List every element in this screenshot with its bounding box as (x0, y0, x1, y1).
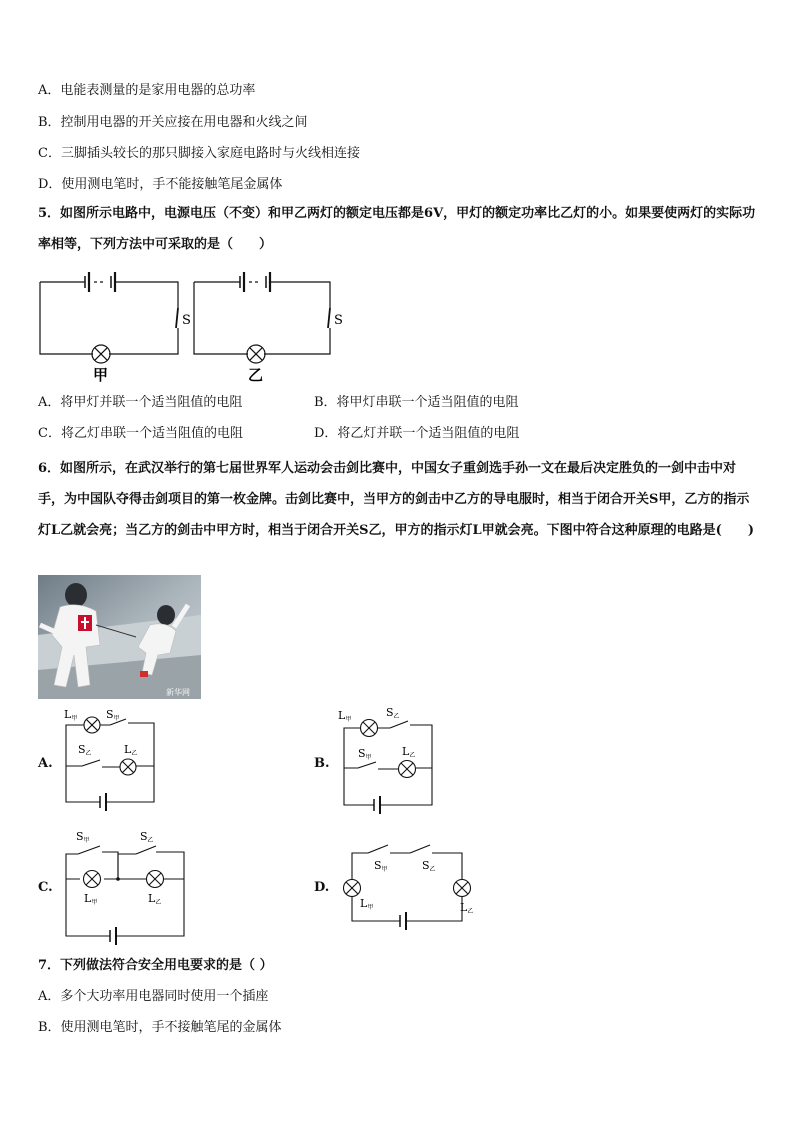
fencing-photo (38, 575, 201, 699)
q6-circuit-d (336, 835, 476, 935)
q5-stem: 5．如图所示电路中，电源电压（不变）和甲乙两灯的额定电压都是6V，甲灯的额定功率比乙灯的小。如果要使两灯的实际功率相等，下列方法中可采取的是（ ） (38, 206, 756, 252)
q4-option-a: A．电能表测量的是家用电器的总功率 (38, 83, 256, 98)
ca-s-jia: S甲 (106, 708, 120, 722)
q5-circuit-yi (194, 272, 330, 363)
q6-circuit-b (336, 705, 446, 815)
q5-lamp-label-yi: 乙 (248, 366, 264, 384)
q5-switch-label-yi: S (334, 313, 343, 328)
q6-option-d-letter: D. (314, 880, 330, 895)
photo-caption: 新华网 (166, 688, 190, 697)
q4-option-c: C．三脚插头较长的那只脚接入家庭电路时与火线相连接 (38, 146, 360, 161)
cc-l-yi: L乙 (148, 892, 162, 906)
cb-s-yi: S乙 (386, 706, 400, 720)
q5-switch-label-jia: S (182, 313, 191, 328)
q5-circuit-jia (40, 272, 178, 363)
q6-stem: 6．如图所示，在武汉举行的第七届世界军人运动会击剑比赛中，中国女子重剑选手孙一文在最后决定胜负的一剑中击中对手，为中国队夺得击剑项目的第一枚金牌。击剑比赛中，当甲方的剑击中乙方的导电服时，相当于闭合开关S甲，乙方的指示灯L乙就会亮；当乙方的剑击中甲方时，相当于闭合开关S乙，甲方的指示灯L甲就会亮。下图中符合这种原理的电路是( ) (38, 461, 754, 538)
cc-s-yi: S乙 (140, 830, 154, 844)
q6-circuit-a (60, 705, 170, 815)
q5-lamp-label-jia: 甲 (93, 366, 109, 384)
q5-option-b: B．将甲灯串联一个适当阻值的电阻 (314, 395, 519, 410)
q5-option-a: A．将甲灯并联一个适当阻值的电阻 (38, 395, 243, 410)
cb-s-jia: S甲 (358, 747, 372, 761)
cd-s-yi: S乙 (422, 859, 436, 873)
q7-option-a: A．多个大功率用电器同时使用一个插座 (38, 989, 269, 1004)
q4-option-d: D．使用测电笔时，手不能接触笔尾金属体 (38, 177, 283, 192)
q6-option-a-letter: A. (38, 756, 53, 771)
q6-circuit-c (60, 826, 190, 946)
cd-l-yi: L乙 (460, 901, 474, 915)
ca-s-yi: S乙 (78, 743, 92, 757)
cc-s-jia: S甲 (76, 830, 90, 844)
q6-option-c-letter: C. (38, 880, 53, 895)
fencing-illustration (38, 575, 201, 699)
q5-option-d: D．将乙灯并联一个适当阻值的电阻 (314, 426, 520, 441)
q5-figure (30, 268, 343, 386)
cb-l-yi: L乙 (402, 745, 416, 759)
q4-option-b: B．控制用电器的开关应接在用电器和火线之间 (38, 115, 308, 130)
q7-stem: 7．下列做法符合安全用电要求的是（ ） (38, 958, 273, 973)
cb-l-jia: L甲 (338, 709, 352, 723)
ca-l-jia: L甲 (64, 708, 78, 722)
ca-l-yi: L乙 (124, 743, 138, 757)
q7-option-b: B．使用测电笔时，手不接触笔尾的金属体 (38, 1020, 282, 1035)
cd-l-jia: L甲 (360, 897, 374, 911)
cd-s-jia: S甲 (374, 859, 388, 873)
q5-option-c: C．将乙灯串联一个适当阻值的电阻 (38, 426, 243, 441)
q6-option-b-letter: B. (314, 756, 330, 771)
cc-l-jia: L甲 (84, 892, 98, 906)
